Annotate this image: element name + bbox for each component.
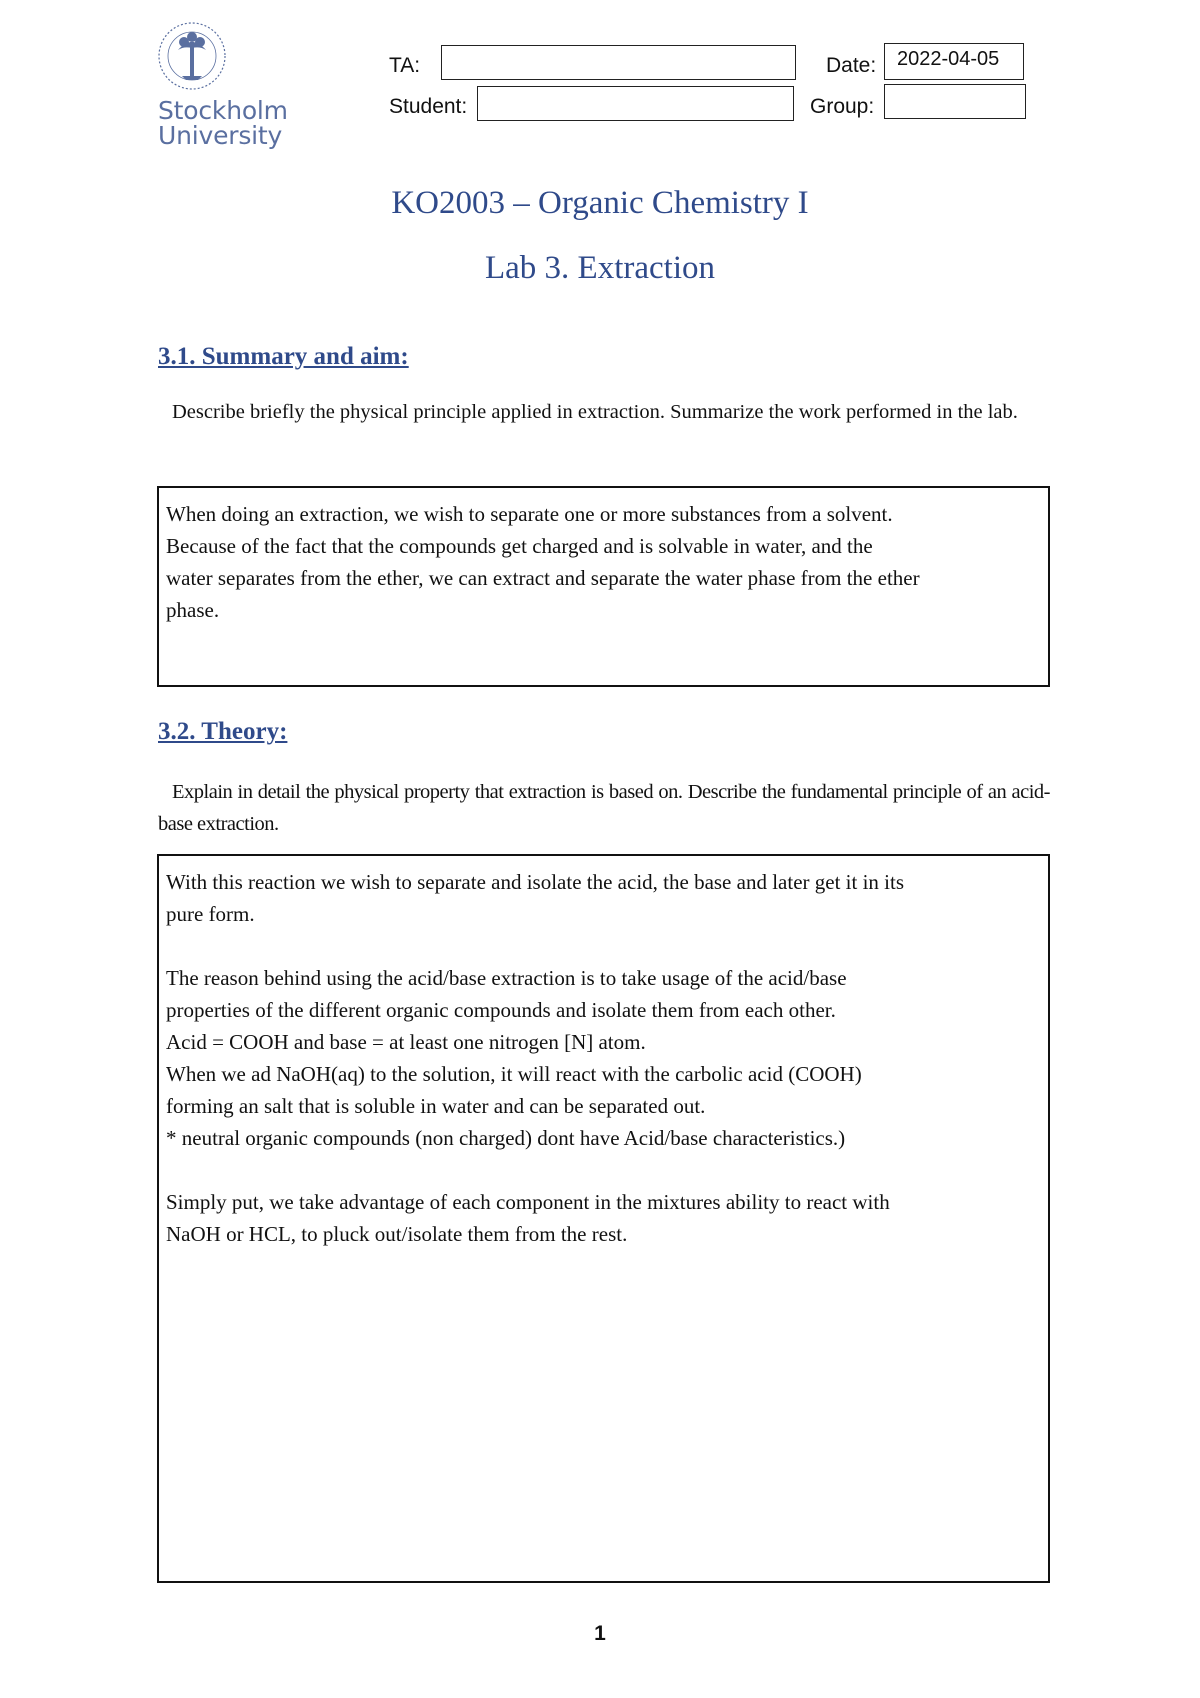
- section-prompt-theory: Explain in detail the physical property that extraction is based on. Describe the fundamental principle of an acid-base extraction.: [158, 781, 1050, 835]
- page-number: 1: [594, 1622, 606, 1645]
- answer-line: The reason behind using the acid/base extraction is to take usage of the acid/base: [166, 966, 847, 990]
- answer-line: forming an salt that is soluble in water and can be separated out.: [166, 1094, 706, 1118]
- group-field[interactable]: [884, 84, 1026, 119]
- answer-line: When we ad NaOH(aq) to the solution, it will react with the carbolic acid (COOH): [166, 1062, 862, 1086]
- answer-line: phase.: [166, 598, 220, 622]
- logo-line-2: University: [158, 121, 283, 150]
- answer-box-theory[interactable]: [157, 854, 1050, 1583]
- answer-line: When doing an extraction, we wish to separate one or more substances from a solvent.: [166, 502, 893, 526]
- answer-line: water separates from the ether, we can extract and separate the water phase from the ether: [166, 566, 920, 590]
- section-heading-summary: 3.1. Summary and aim:: [158, 343, 409, 370]
- section-heading-theory: 3.2. Theory:: [158, 718, 288, 745]
- answer-line: Simply put, we take advantage of each component in the mixtures ability to react with: [166, 1190, 890, 1214]
- university-seal-icon: [152, 20, 232, 94]
- student-field[interactable]: [477, 86, 794, 121]
- logo-line-1: Stockholm: [158, 96, 288, 125]
- ta-label: TA:: [389, 54, 421, 77]
- answer-line: Because of the fact that the compounds get charged and is solvable in water, and the: [166, 534, 873, 558]
- ta-field[interactable]: [441, 45, 796, 80]
- blank-line: [166, 930, 1042, 962]
- student-label: Student:: [389, 95, 468, 118]
- group-label: Group:: [810, 95, 875, 118]
- answer-line: properties of the different organic compounds and isolate them from each other.: [166, 998, 836, 1022]
- answer-line: * neutral organic compounds (non charged) dont have Acid/base characteristics.): [166, 1126, 846, 1150]
- date-field[interactable]: 2022-04-05: [884, 43, 1024, 80]
- date-label: Date:: [826, 54, 877, 77]
- section-prompt-summary: Describe briefly the physical principle applied in extraction. Summarize the work performed in the lab.: [172, 401, 1018, 423]
- course-title: KO2003 – Organic Chemistry I: [391, 185, 809, 221]
- answer-box-summary[interactable]: [157, 486, 1050, 687]
- stockholm-university-logo: [152, 20, 292, 150]
- answer-line: With this reaction we wish to separate and isolate the acid, the base and later get it in its: [166, 870, 905, 894]
- answer-line: Acid = COOH and base = at least one nitrogen [N] atom.: [166, 1030, 646, 1054]
- answer-line: NaOH or HCL, to pluck out/isolate them from the rest.: [166, 1222, 628, 1246]
- blank-line: [166, 1154, 1042, 1186]
- answer-line: pure form.: [166, 902, 255, 926]
- lab-title: Lab 3. Extraction: [484, 250, 715, 286]
